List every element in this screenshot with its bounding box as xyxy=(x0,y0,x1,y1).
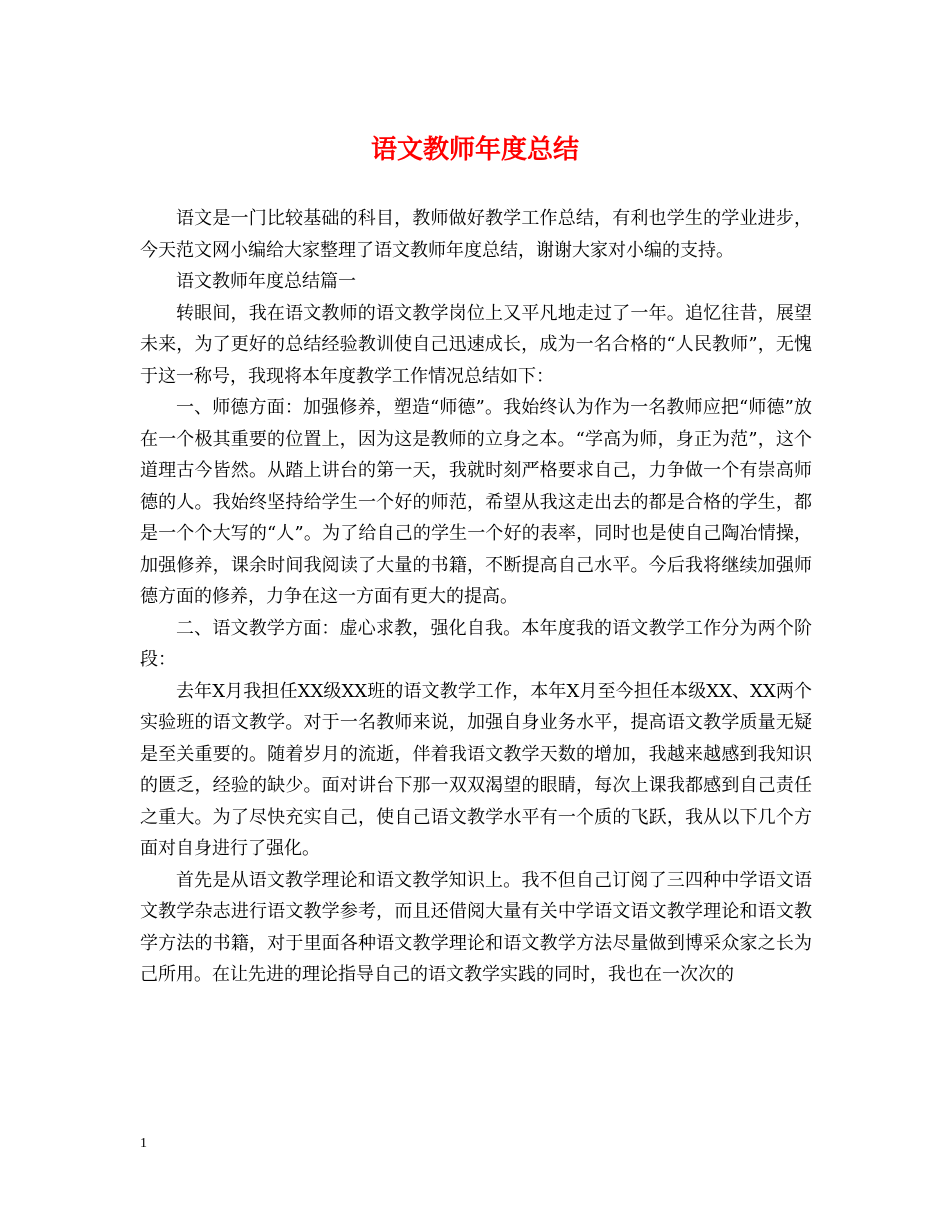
document-body xyxy=(140,203,812,991)
paragraph-stages: 去年X月我担任XX级XX班的语文教学工作，本年X月至今担任本级XX、XX两个实验班的语文教学。对于一名教师来说，加强自身业务水平，提高语文教学质量无疑是至关重要的。随着岁月的流逝，伴着我语文教学天数的增加，我越来越感到我知识的匮乏，经验的缺少。面对讲台下那一双双渴望的眼睛，每次上课我都感到自己责任之重大。为了尽快充实自己，使自己语文教学水平有一个质的飞跃，我从以下几个方面对自身进行了强化。 xyxy=(140,680,812,859)
paragraph-section-heading: 语文教师年度总结篇一 xyxy=(176,271,356,292)
page-number: 1 xyxy=(140,1136,147,1151)
paragraph-ethics: 一、师德方面：加强修养，塑造“师德”。我始终认为作为一名教师应把“师德”放在一个极其重要的位置上，因为这是教师的立身之本。“学高为师，身正为范”，这个道理古今皆然。从踏上讲台的第一天，我就时刻严格要求自己，力争做一个有崇高师德的人。我始终坚持给学生一个好的师范，希望从我这走出去的都是合格的学生，都是一个个大写的“人”。为了给自己的学生一个好的表率，同时也是使自己陶冶情操，加强修养，课余时间我阅读了大量的书籍，不断提高自己水平。今后我将继续加强师德方面的修养，力争在这一方面有更大的提高。 xyxy=(140,397,812,607)
paragraph-opening: 转眼间，我在语文教师的语文教学岗位上又平凡地走过了一年。追忆往昔，展望未来，为了更好的总结经验教训使自己迅速成长，成为一名合格的“人民教师”，无愧于这一称号，我现将本年度教学工作情况总结如下： xyxy=(140,302,812,387)
paragraph-intro: 语文是一门比较基础的科目，教师做好教学工作总结，有利也学生的学业进步，今天范文网小编给大家整理了语文教师年度总结，谢谢大家对小编的支持。 xyxy=(140,208,812,261)
document-title: 语文教师年度总结 xyxy=(370,135,579,165)
paragraph-teaching: 二、语文教学方面：虚心求教，强化自我。本年度我的语文教学工作分为两个阶段： xyxy=(140,617,812,670)
paragraph-theory: 首先是从语文教学理论和语文教学知识上。我不但自己订阅了三四种中学语文语文教学杂志进行语文教学参考，而且还借阅大量有关中学语文语文教学理论和语文教学方法的书籍，对于里面各种语文教学理论和语文教学方法尽量做到博采众家之长为己所用。在让先进的理论指导自己的语文教学实践的同时，我也在一次次的 xyxy=(140,869,812,985)
